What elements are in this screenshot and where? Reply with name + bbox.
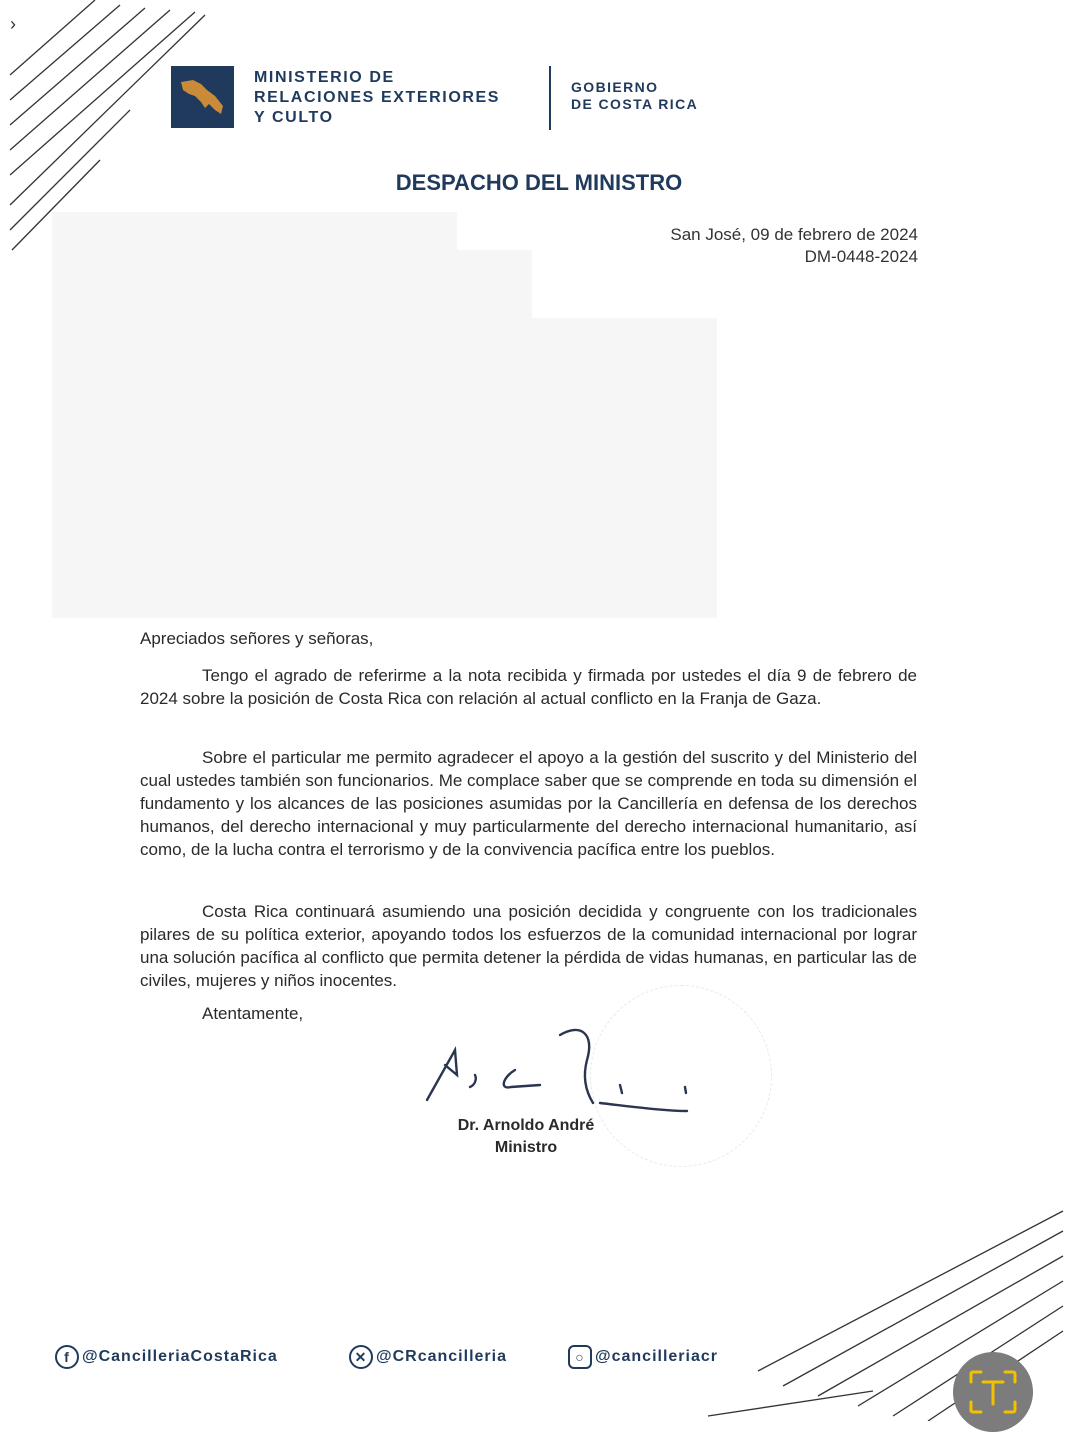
government-name-line-1: GOBIERNO: [571, 79, 659, 95]
government-name-line-2: DE COSTA RICA: [571, 96, 699, 112]
chevron-right-icon: ›: [10, 14, 16, 34]
salutation: Apreciados señores y señoras,: [140, 629, 374, 648]
ministry-name-line-3: Y CULTO: [254, 109, 334, 126]
date-reference-block: [670, 224, 918, 268]
redacted-area: [52, 318, 717, 618]
government-name: [571, 79, 698, 113]
facebook-icon: f: [55, 1345, 79, 1369]
social-x[interactable]: [349, 1345, 507, 1369]
text-scan-button[interactable]: [953, 1352, 1033, 1432]
redacted-area: [52, 250, 532, 320]
social-facebook[interactable]: [55, 1345, 278, 1369]
paragraph-2: Sobre el particular me permito agradecer el apoyo a la gestión del suscrito y del Ministerio del cual ustedes también son funcionarios. Me complace saber que se comprende en toda su dimensión el fundamento y los alcances de las posiciones asumidas por la Cancillería en defensa de los derechos humanos, del derecho internacional y muy particularmente del derecho internacional humanitario, así como, de la lucha contra el terrorismo y de la convivencia pacífica entre los pueblos.: [140, 748, 917, 859]
office-title: DESPACHO DEL MINISTRO: [395, 170, 683, 195]
signer-block: [0, 1115, 1052, 1159]
instagram-icon: ○: [568, 1345, 592, 1369]
header-divider: [549, 66, 551, 130]
ministry-name: [254, 68, 500, 128]
paragraph-1: Tengo el agrado de referirme a la nota recibida y firmada por ustedes el día 9 de febrero de 2024 sobre la posición de Costa Rica con relación al actual conflicto en la Franja de Gaza.: [140, 666, 917, 708]
x-handle: @CRcancilleria: [376, 1348, 507, 1365]
signer-name: Dr. Arnoldo André: [457, 1117, 595, 1134]
ministry-name-line-1: MINISTERIO DE: [254, 69, 395, 86]
letter-body: [140, 746, 917, 861]
letter-body: [140, 664, 917, 710]
instagram-handle: @cancilleriacr: [595, 1348, 718, 1365]
signer-title: Ministro: [494, 1139, 558, 1156]
x-icon: ✕: [349, 1345, 373, 1369]
ministry-name-line-2: RELACIONES EXTERIORES: [254, 89, 501, 106]
letter-body: [140, 900, 917, 992]
redacted-area: [52, 212, 457, 252]
social-instagram[interactable]: [568, 1345, 718, 1369]
text-scan-icon: [967, 1368, 1019, 1416]
ministry-logo: [171, 66, 234, 128]
place-date: San José, 09 de febrero de 2024: [670, 225, 918, 244]
closing: Atentamente,: [202, 1004, 304, 1023]
facebook-handle: @CancilleriaCostaRica: [82, 1348, 278, 1365]
handwritten-signature: [415, 1015, 705, 1125]
reference-number: DM-0448-2024: [804, 247, 918, 266]
paragraph-3: Costa Rica continuará asumiendo una posición decidida y congruente con los tradicionales pilares de su política exterior, apoyando todos los esfuerzos de la comunidad internacional por lograr una solución pacífica al conflicto que permita detener la pérdida de vidas humanas, en particular las de civiles, mujeres y niños inocentes.: [140, 902, 917, 990]
